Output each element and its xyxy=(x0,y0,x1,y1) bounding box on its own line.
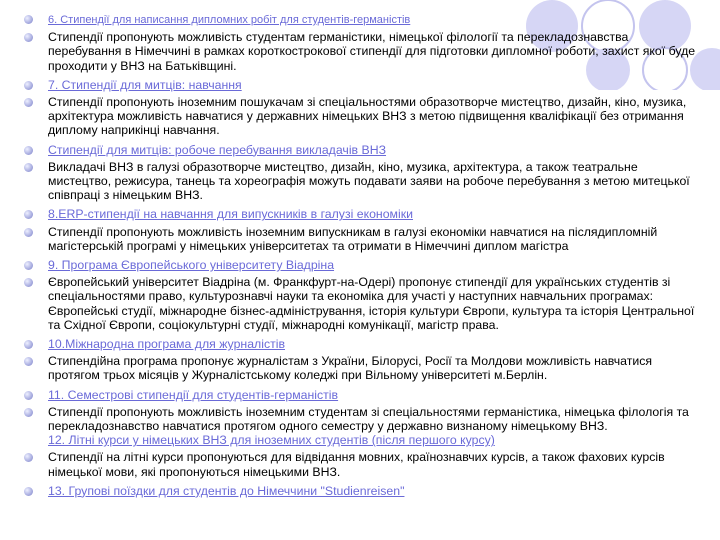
scholarship-link[interactable]: 9. Програма Європейського університету Віадріна xyxy=(48,258,335,273)
list-item-text xyxy=(20,450,702,478)
list-item-link xyxy=(20,207,702,221)
item-description: Викладачі ВНЗ в галузі образотворче мистецтво, дизайн, кіно, музика, архітектура, а також театральне мистецтво, режисура, танець та хореографія можуть подавати заяви на робоче перебування з метою митецької співпраці з німецьким ВНЗ. xyxy=(48,159,690,203)
list-item-link xyxy=(20,258,702,272)
list-item-link xyxy=(20,337,702,351)
bullet-icon xyxy=(24,146,33,155)
bullet-icon xyxy=(24,453,33,462)
bullet-icon xyxy=(24,163,33,172)
scholarship-link[interactable]: 13. Групові поїздки для студентів до Німеччини "Studienreisen" xyxy=(48,483,405,498)
list-item-text xyxy=(20,275,702,332)
list-item-text xyxy=(20,405,702,448)
bullet-icon xyxy=(24,278,33,287)
list-item-link xyxy=(20,143,702,157)
scholarship-link[interactable]: 7. Стипендії для митців: навчання xyxy=(48,77,242,92)
bullet-icon xyxy=(24,33,33,42)
list-item-link xyxy=(20,78,702,92)
bullet-icon xyxy=(24,228,33,237)
list-item-text xyxy=(20,225,702,253)
scholarship-link[interactable]: 8.ERP-стипендії на навчання для випускників в галузі економіки xyxy=(48,207,413,222)
bullet-icon xyxy=(24,408,33,417)
scholarship-link[interactable]: 10.Міжнародна програма для журналістів xyxy=(48,337,285,352)
item-description: Стипендії пропонують можливість студентам германістики, німецької філології та перекладознавства перебування в Німеччині в рамках короткострокової стипендії для підготовки дипломної роботи, захист якої буде проходити у ВНЗ на Батьківщині. xyxy=(48,30,696,73)
bullet-icon xyxy=(24,391,33,400)
bullet-icon xyxy=(24,357,33,366)
item-description: Європейський університет Віадріна (м. Франкфурт-на-Одері) пропонує стипендії для українських студентів зі спеціальностями право, культурознавчі науки та економіка для участі у наступних навчальних програмах: Європейські студії, міжнародне бізнес-адміністрування, історія культури Європи, культура та історія Центральної та Східної Європи, соціокультурні студії, міжнародні комунікації, магістр права. xyxy=(48,275,695,332)
scholarship-list xyxy=(20,12,702,498)
item-description: Стипендії пропонують можливість іноземним випускникам в галузі економіки навчатися на післядипломній магістерській програмі у німецьких університетах та отримати в Німеччині диплом магістра xyxy=(48,224,658,253)
bullet-icon xyxy=(24,81,33,90)
list-item-text xyxy=(20,354,702,382)
item-description: Стипендії пропонують іноземним пошукачам зі спеціальностями образотворче мистецтво, дизайн, кіно, музика, архітектура можливість навчатися у державних німецьких ВНЗ з метою підвищення кваліфікації без отримання диплому наприкінці навчання. xyxy=(48,95,687,138)
bullet-icon xyxy=(24,15,33,24)
bullet-icon xyxy=(24,210,33,219)
list-item-text xyxy=(20,160,702,203)
list-item-text xyxy=(20,95,702,138)
bullet-icon xyxy=(24,98,33,107)
scholarship-link[interactable]: Стипендії для митців: робоче перебування викладачів ВНЗ xyxy=(48,142,387,157)
scholarship-link[interactable]: 11. Семестрові стипендії для студентів-германістів xyxy=(48,387,339,402)
list-item-link xyxy=(20,388,702,402)
item-description: Стипендійна програма пропонує журналістам з України, Білорусі, Росії та Молдови можливість навчатися протягом трьох місяців у Журналістському коледжі при Вільному університеті м.Берлін. xyxy=(48,354,653,383)
list-item-text xyxy=(20,30,702,73)
item-description: Стипендії на літні курси пропонуються для відвідання мовних, країнознавчих курсів, а також фахових курсів німецької мови, які пропонуються німецькими ВНЗ. xyxy=(48,450,665,479)
bullet-icon xyxy=(24,487,33,496)
scholarship-link[interactable]: 6. Стипендії для написання дипломних робіт для студентів-германістів xyxy=(48,14,411,26)
item-description: Стипендії пропонують можливість іноземним студентам зі спеціальностями германістика, німецька філологія та перекладознавство навчатися протягом одного семестру у державно визнаному німецькому ВНЗ. xyxy=(48,404,689,434)
list-item-link xyxy=(20,12,702,27)
scholarship-link[interactable]: 12. Літні курси у німецьких ВНЗ для іноземних студентів (після першого курсу) xyxy=(48,433,495,448)
list-item-link xyxy=(20,484,702,498)
bullet-icon xyxy=(24,340,33,349)
bullet-icon xyxy=(24,261,33,270)
